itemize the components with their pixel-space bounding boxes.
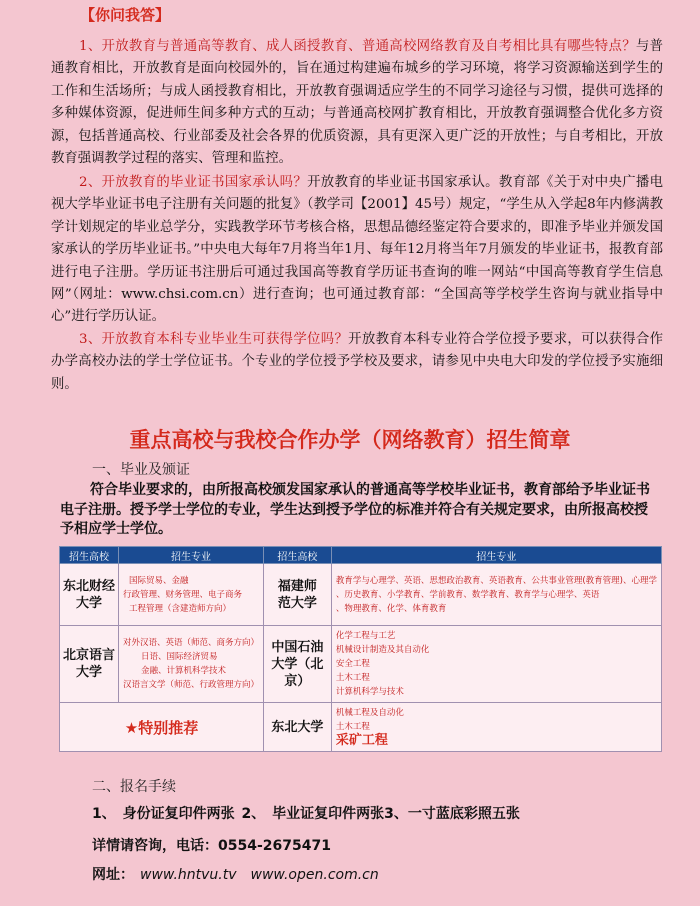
majors-fjnu [331,564,661,626]
major-line: 汉语言文学（师范、行政管理方向） [123,680,260,690]
faq-answer-3: 开放教育本科专业符合学位授予要求，可以获得合作办学高校办法的学士学位证书。个专业的学位授予学校及要求，请参见中央电大印发的学位授予实施细则。 [51,332,663,392]
faq-question-1: 1、开放教育与普通高等教育、成人函授教育、普通高校网络教育及自考相比具有哪些特点？ [79,39,636,54]
major-line: 工程管理（含建造师方向） [129,603,232,614]
section-heading-registration: 二、报名手续 [92,779,176,795]
registration-steps: 1、 身份证复印件两张 2、 毕业证复印件两张3、一寸蓝底彩照五张 [92,806,520,822]
faq-question-3: 3、开放教育本科专业毕业生可获得学位吗？ [79,332,349,347]
major-line: 金融、计算机科学技术 [141,666,227,676]
major-line: 安全工程 [335,659,370,669]
majors-blcu [119,626,264,703]
qa-section-tag: 【你问我答】 [80,6,171,24]
major-line-highlight: 采矿工程 [335,733,388,748]
major-line: 教育学与心理学、英语、思想政治教育、英语教育、公共事业管理(教育管理)、心理学 [335,575,657,586]
website-link-open[interactable]: www.open.com.cn [250,867,379,883]
major-line: 土木工程 [335,722,370,732]
major-line: 计算机科学与技术 [335,687,404,697]
graduation-text [60,481,650,540]
faq-paragraph-2 [51,172,663,329]
school-neu: 东北大学 [264,703,332,752]
school-fjnu: 福建师范大学 [264,564,332,626]
website-link-hntvu[interactable]: www.hntvu.tv [140,867,237,883]
major-line: 化学工程与工艺 [335,631,396,641]
school-cup: 中国石油大学（北京） [264,626,332,703]
major-line: 机械工程及自动化 [335,708,404,718]
major-line: 行政管理、财务管理、电子商务 [123,589,243,600]
faq-question-2: 2、开放教育的毕业证书国家承认吗？ [79,175,308,190]
header-school-2: 招生高校 [264,547,332,564]
school-blcu: 北京语言大学 [60,626,119,703]
major-line: 对外汉语、英语（师范、商务方向） [123,638,260,648]
major-line: 、历史教育、小学教育、学前教育、数学教育、教育学与心理学、英语 [335,589,600,600]
header-majors-1: 招生专业 [119,547,264,564]
majors-cup [331,626,661,703]
special-recommend-label: ★特别推荐 [60,703,264,752]
major-line: 机械设计制造及其自动化 [335,645,430,655]
faq-answer-1: 与普通教育相比，开放教育是面向校园外的，旨在通过构建遍布城乡的学习环境，将学习资源输送到学生的工作和生活场所；与成人函授教育相比，开放教育强调适应学生的不同学习途径与习惯，提供可选择的多种媒体资源，促进师生间多种方式的互动；与普通高校网扩教育相比，开放教育强调整合优化多方资源，包括普通高校、行业部委及社会各界的优质资源，具有更深入更广泛的开放性；与自考相比，开放教育强调教学过程的落实、管理和监控。 [51,39,663,167]
faq-paragraph-3 [51,329,663,396]
contact-phone: 详情请咨询，电话：0554-2675471 [92,838,331,854]
section-heading-graduation: 一、毕业及颁证 [92,462,190,478]
major-line: 日语、国际经济贸易 [141,652,218,662]
major-line: 土木工程 [335,673,370,683]
table-header-row [60,547,662,564]
website-line [92,864,379,884]
school-dufe: 东北财经大学 [60,564,119,626]
table-row [60,626,662,703]
brochure-title: 重点高校与我校合作办学（网络教育）招生简章 [129,428,571,452]
major-line: 国际贸易、金融 [129,575,189,586]
major-line: 、物理教育、化学、体育教育 [335,603,447,614]
majors-neu [331,703,661,752]
table-row [60,564,662,626]
admissions-table [59,546,662,752]
faq-paragraph-1 [51,36,663,170]
faq-answer-2: 开放教育的毕业证书国家承认。教育部《关于对中央广播电视大学毕业证书电子注册有关问题的批复》（教学司【2001】45号）规定，“学生从入学起8年内修满教学计划规定的毕业总学分，实践教学环节考核合格，思想品德经鉴定符合要求的，即准予毕业并颁发国家承认的学历毕业证书。”中央电大每年7月将当年1月、每年12月将当年7月颁发的毕业证书，报教育部进行电子注册。学历证书注册后可通过我国高等教育学历证书查询的唯一网站“中国高等教育学生信息网”（网址：www.chsi.com.cn）进行查询；也可通过教育部：“全国高等学校学生咨询与就业指导中心”进行学历认证。 [51,175,663,325]
table-row [60,703,662,752]
majors-dufe [119,564,264,626]
header-school-1: 招生高校 [60,547,119,564]
website-label: 网址： [92,867,134,883]
header-majors-2: 招生专业 [331,547,661,564]
graduation-text-body: 符合毕业要求的，由所报高校颁发国家承认的普通高等学校毕业证书，教育部给予毕业证书电子注册。授予学士学位的专业，学生达到授予学位的标准并符合有关规定要求，由所报高校授予相应学士学位。 [60,482,650,537]
